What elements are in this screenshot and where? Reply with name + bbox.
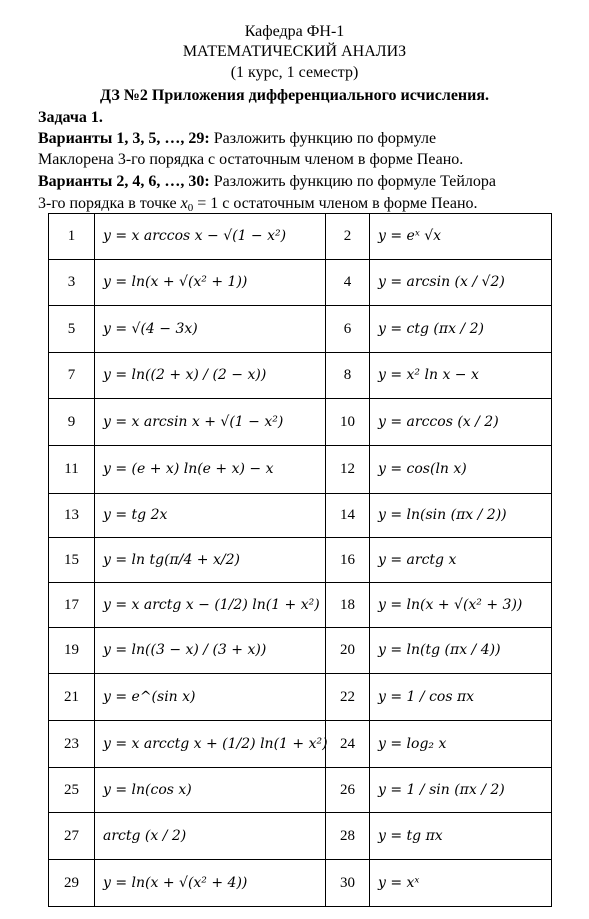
table-row xyxy=(49,214,552,260)
variant-number: 30 xyxy=(326,860,370,907)
even-variants-label: Варианты 2, 4, 6, …, 30: xyxy=(38,173,210,190)
assignment-title: ДЗ №2 Приложения дифференциального исчисления. xyxy=(99,87,490,104)
variant-formula: y = e^(sin x) xyxy=(103,688,196,705)
variant-number: 5 xyxy=(49,306,95,353)
variant-number: 28 xyxy=(326,813,370,860)
variant-formula-cell xyxy=(95,860,326,907)
variant-formula: y = 1 / sin (πx / 2) xyxy=(378,781,505,798)
variant-formula: y = x arcsin x + √(1 − x²) xyxy=(103,413,284,430)
variant-formula: y = ln((3 − x) / (3 + x)) xyxy=(103,642,267,658)
variant-number: 7 xyxy=(49,353,95,399)
variant-formula: y = (e + x) ln(e + x) − x xyxy=(103,461,274,477)
variant-formula-cell xyxy=(370,721,552,768)
variant-number: 14 xyxy=(326,494,370,538)
variant-formula: y = x arcctg x + (1/2) ln(1 + x²) xyxy=(103,735,328,752)
variants-table-body xyxy=(49,214,552,907)
variant-number: 8 xyxy=(326,353,370,399)
variant-number: 20 xyxy=(326,628,370,674)
table-row xyxy=(49,860,552,907)
variant-formula-cell xyxy=(95,538,326,583)
table-row xyxy=(49,813,552,860)
semester-info: (1 курс, 1 семестр) xyxy=(230,64,359,81)
variant-number: 18 xyxy=(326,583,370,628)
variant-number: 4 xyxy=(326,260,370,306)
variant-formula-cell xyxy=(370,583,552,628)
variant-formula-cell xyxy=(370,214,552,260)
variant-formula-cell xyxy=(370,768,552,813)
variant-formula-cell xyxy=(370,538,552,583)
even-variants-line-1 xyxy=(38,172,496,191)
variant-formula-cell xyxy=(95,721,326,768)
variant-formula: y = tg πx xyxy=(378,827,443,844)
variant-formula-cell xyxy=(370,306,552,353)
variant-formula-cell xyxy=(370,353,552,399)
variant-formula: y = ln(tg (πx / 4)) xyxy=(378,642,501,658)
variant-formula: y = ln(x + √(x² + 3)) xyxy=(378,596,523,613)
variant-number: 19 xyxy=(49,628,95,674)
table-row xyxy=(49,306,552,353)
variant-formula-cell xyxy=(95,768,326,813)
variant-number: 16 xyxy=(326,538,370,583)
table-row xyxy=(49,628,552,674)
variant-formula-cell xyxy=(370,494,552,538)
variant-formula: y = eˣ √x xyxy=(378,228,442,244)
variant-formula: y = ln(sin (πx / 2)) xyxy=(378,507,507,523)
variant-formula-cell xyxy=(95,399,326,446)
variant-formula: y = ln(cos x) xyxy=(103,781,192,798)
department-name: Кафедра ФН-1 xyxy=(244,23,345,40)
variant-number: 21 xyxy=(49,674,95,721)
variant-formula-cell xyxy=(370,260,552,306)
task-title: Задача 1. xyxy=(38,109,103,126)
variant-number: 17 xyxy=(49,583,95,628)
variant-formula: y = ln(x + √(x² + 1)) xyxy=(103,274,248,290)
point-subscript: 0 xyxy=(187,202,194,214)
variant-formula-cell xyxy=(370,860,552,907)
variant-formula: y = ln((2 + x) / (2 − x)) xyxy=(103,367,267,383)
variant-formula: y = log₂ x xyxy=(378,735,447,752)
even-variants-text-2a: 3-го порядка в точке xyxy=(38,195,181,212)
variant-number: 23 xyxy=(49,721,95,768)
variant-formula-cell xyxy=(95,446,326,494)
variant-number: 25 xyxy=(49,768,95,813)
variant-number: 24 xyxy=(326,721,370,768)
table-row xyxy=(49,538,552,583)
variant-formula: y = arcsin (x / √2) xyxy=(378,274,505,290)
variant-formula-cell xyxy=(95,628,326,674)
variant-number: 9 xyxy=(49,399,95,446)
table-row xyxy=(49,583,552,628)
variant-formula: y = ln(x + √(x² + 4)) xyxy=(103,874,248,891)
variant-formula: y = cos(ln x) xyxy=(378,461,467,477)
variant-number: 29 xyxy=(49,860,95,907)
odd-variants-label: Варианты 1, 3, 5, …, 29: xyxy=(38,130,210,147)
variant-formula-cell xyxy=(95,214,326,260)
variant-number: 27 xyxy=(49,813,95,860)
variant-formula-cell xyxy=(370,674,552,721)
variant-formula: y = x arctg x − (1/2) ln(1 + x²) xyxy=(103,596,320,613)
even-variants-text-1: Разложить функцию по формуле Тейлора xyxy=(209,173,496,190)
variant-number: 2 xyxy=(326,214,370,260)
variant-number: 12 xyxy=(326,446,370,494)
table-row xyxy=(49,353,552,399)
variant-formula: y = ctg (πx / 2) xyxy=(378,320,484,337)
table-row xyxy=(49,721,552,768)
point-value: = 1 xyxy=(193,195,219,212)
variant-formula-cell xyxy=(95,674,326,721)
table-row xyxy=(49,494,552,538)
variant-formula-cell xyxy=(370,446,552,494)
variant-formula: y = 1 / cos πx xyxy=(378,688,475,705)
odd-variants-text-1: Разложить функцию по формуле xyxy=(209,130,437,147)
variant-formula: y = xˣ xyxy=(378,874,420,891)
table-row xyxy=(49,399,552,446)
variant-number: 3 xyxy=(49,260,95,306)
even-variants-text-2b: с остаточным членом в форме Пеано. xyxy=(218,195,478,212)
variant-number: 13 xyxy=(49,494,95,538)
variant-number: 6 xyxy=(326,306,370,353)
variant-formula: y = ln tg(π/4 + x/2) xyxy=(103,551,240,568)
variant-formula: y = x² ln x − x xyxy=(378,367,479,383)
variant-formula-cell xyxy=(95,306,326,353)
variant-number: 26 xyxy=(326,768,370,813)
table-row xyxy=(49,446,552,494)
variant-formula-cell xyxy=(95,494,326,538)
variant-formula-cell xyxy=(95,353,326,399)
table-row xyxy=(49,768,552,813)
variants-table xyxy=(48,213,552,907)
table-row xyxy=(49,260,552,306)
odd-variants-line-1 xyxy=(38,129,436,148)
course-title: МАТЕМАТИЧЕСКИЙ АНАЛИЗ xyxy=(182,43,407,60)
variant-formula: y = x arccos x − √(1 − x²) xyxy=(103,228,287,244)
variant-formula: y = √(4 − 3x) xyxy=(103,320,198,337)
variant-number: 1 xyxy=(49,214,95,260)
variant-formula-cell xyxy=(95,583,326,628)
variant-number: 15 xyxy=(49,538,95,583)
variant-formula: y = arccos (x / 2) xyxy=(378,413,499,430)
variant-formula: y = tg 2x xyxy=(103,507,168,523)
variant-formula-cell xyxy=(95,813,326,860)
variant-formula: y = arctg x xyxy=(378,551,457,568)
variant-formula-cell xyxy=(95,260,326,306)
variant-formula: arctg (x / 2) xyxy=(103,827,187,844)
variant-number: 10 xyxy=(326,399,370,446)
point-variable: x xyxy=(180,195,188,212)
table-row xyxy=(49,674,552,721)
variant-formula-cell xyxy=(370,813,552,860)
variant-formula-cell xyxy=(370,628,552,674)
variant-number: 22 xyxy=(326,674,370,721)
variant-number: 11 xyxy=(49,446,95,494)
odd-variants-text-2: Маклорена 3-го порядка с остаточным членом в форме Пеано. xyxy=(38,151,464,168)
variant-formula-cell xyxy=(370,399,552,446)
